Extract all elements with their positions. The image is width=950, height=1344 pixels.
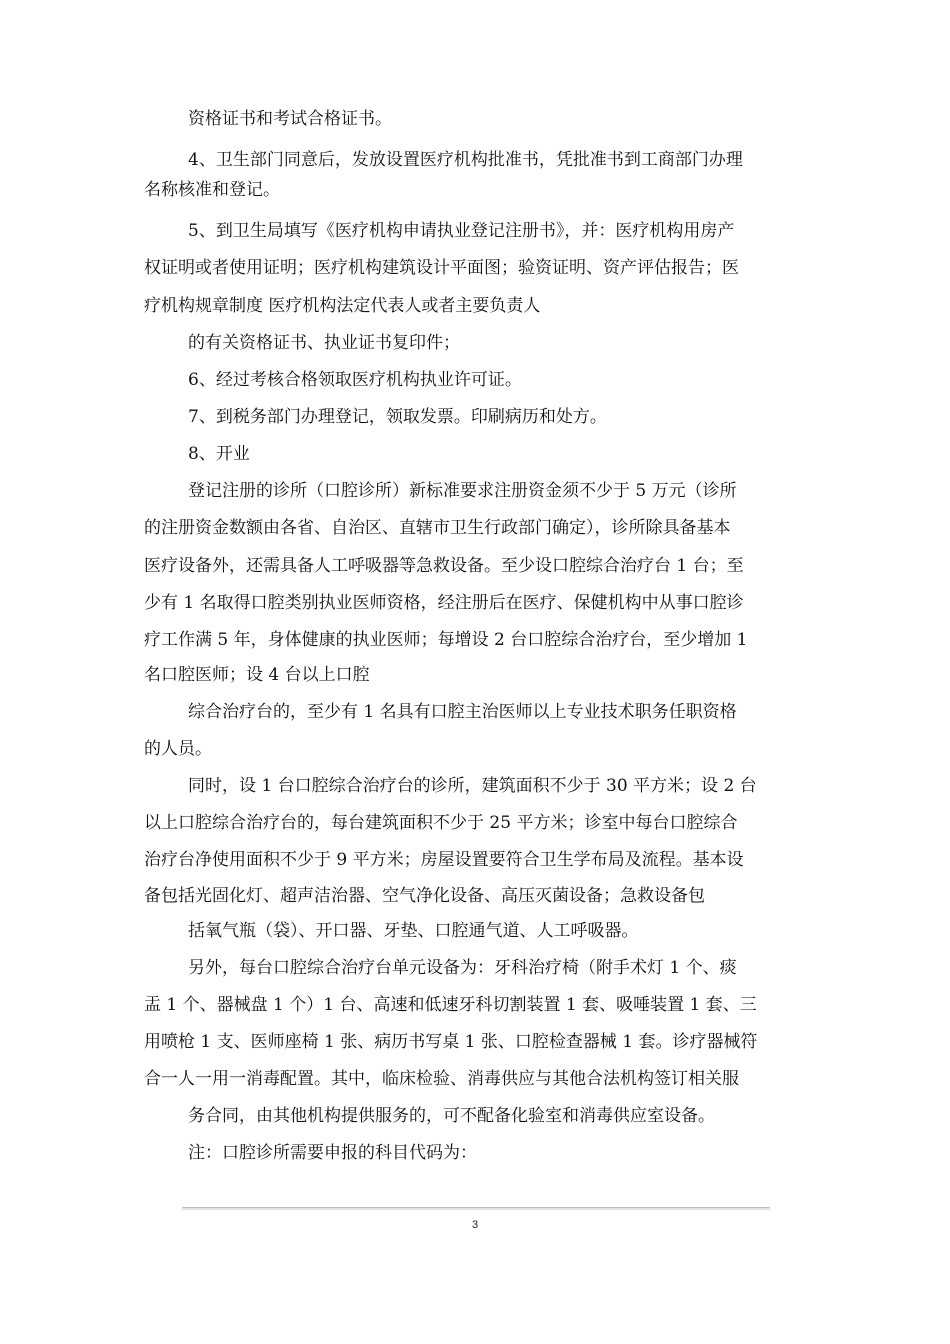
paragraph-line: 4、卫生部门同意后，发放设置医疗机构批准书，凭批准书到工商部门办理 bbox=[188, 150, 743, 170]
paragraph-line: 盂 1 个、器械盘 1 个）1 台、高速和低速牙科切割装置 1 套、吸唾装置 1 套、三 bbox=[144, 995, 757, 1015]
paragraph-line: 的注册资金数额由各省、自治区、直辖市卫生行政部门确定），诊所除具备基本 bbox=[144, 518, 731, 538]
paragraph-line: 少有 1 名取得口腔类别执业医师资格，经注册后在医疗、保健机构中从事口腔诊 bbox=[144, 593, 744, 613]
paragraph-line: 8、开业 bbox=[188, 444, 250, 464]
paragraph-line: 用喷枪 1 支、医师座椅 1 张、病历书写桌 1 张、口腔检查器械 1 套。诊疗器械符 bbox=[144, 1032, 758, 1052]
paragraph-line: 名称核准和登记。 bbox=[144, 180, 280, 200]
paragraph-line: 疗工作满 5 年，身体健康的执业医师；每增设 2 台口腔综合治疗台，至少增加 1 bbox=[144, 630, 748, 650]
paragraph-line: 另外，每台口腔综合治疗台单元设备为：牙科治疗椅（附手术灯 1 个、痰 bbox=[188, 958, 737, 978]
paragraph-line: 注：口腔诊所需要申报的科目代码为： bbox=[188, 1143, 477, 1163]
paragraph-line: 合一人一用一消毒配置。其中，临床检验、消毒供应与其他合法机构签订相关服 bbox=[144, 1069, 739, 1089]
paragraph-line: 以上口腔综合治疗台的，每台建筑面积不少于 25 平方米；诊室中每台口腔综合 bbox=[144, 813, 738, 833]
paragraph-line: 5、到卫生局填写《医疗机构申请执业登记注册书》，并：医疗机构用房产 bbox=[188, 221, 735, 241]
page-number: 3 bbox=[471, 1219, 479, 1231]
paragraph-line: 治疗台净使用面积不少于 9 平方米；房屋设置要符合卫生学布局及流程。基本设 bbox=[144, 850, 744, 870]
paragraph-line: 务合同，由其他机构提供服务的，可不配备化验室和消毒供应室设备。 bbox=[188, 1106, 715, 1126]
paragraph-line: 备包括光固化灯、超声洁治器、空气净化设备、高压灭菌设备；急救设备包 bbox=[144, 886, 705, 906]
footer-divider bbox=[182, 1207, 770, 1210]
paragraph-line: 6、经过考核合格领取医疗机构执业许可证。 bbox=[188, 370, 522, 390]
paragraph-line: 医疗设备外，还需具备人工呼吸器等急救设备。至少设口腔综合治疗台 1 台；至 bbox=[144, 556, 744, 576]
paragraph-line: 名口腔医师；设 4 台以上口腔 bbox=[144, 665, 370, 685]
paragraph-line: 登记注册的诊所（口腔诊所）新标准要求注册资金须不少于 5 万元（诊所 bbox=[188, 481, 737, 501]
paragraph-line: 疗机构规章制度 医疗机构法定代表人或者主要负责人 bbox=[144, 296, 541, 316]
paragraph-line: 权证明或者使用证明；医疗机构建筑设计平面图；验资证明、资产评估报告；医 bbox=[144, 258, 739, 278]
paragraph-line: 综合治疗台的，至少有 1 名具有口腔主治医师以上专业技术职务任职资格 bbox=[188, 702, 737, 722]
paragraph-line: 同时，设 1 台口腔综合治疗台的诊所，建筑面积不少于 30 平方米；设 2 台 bbox=[188, 776, 757, 796]
paragraph-line: 括氧气瓶（袋）、开口器、牙垫、口腔通气道、人工呼吸器。 bbox=[188, 921, 639, 941]
paragraph-line: 的有关资格证书、执业证书复印件； bbox=[188, 333, 460, 353]
paragraph-line: 7、到税务部门办理登记，领取发票。印刷病历和处方。 bbox=[188, 407, 607, 427]
paragraph-line: 的人员。 bbox=[144, 739, 212, 759]
paragraph-line: 资格证书和考试合格证书。 bbox=[188, 109, 392, 129]
